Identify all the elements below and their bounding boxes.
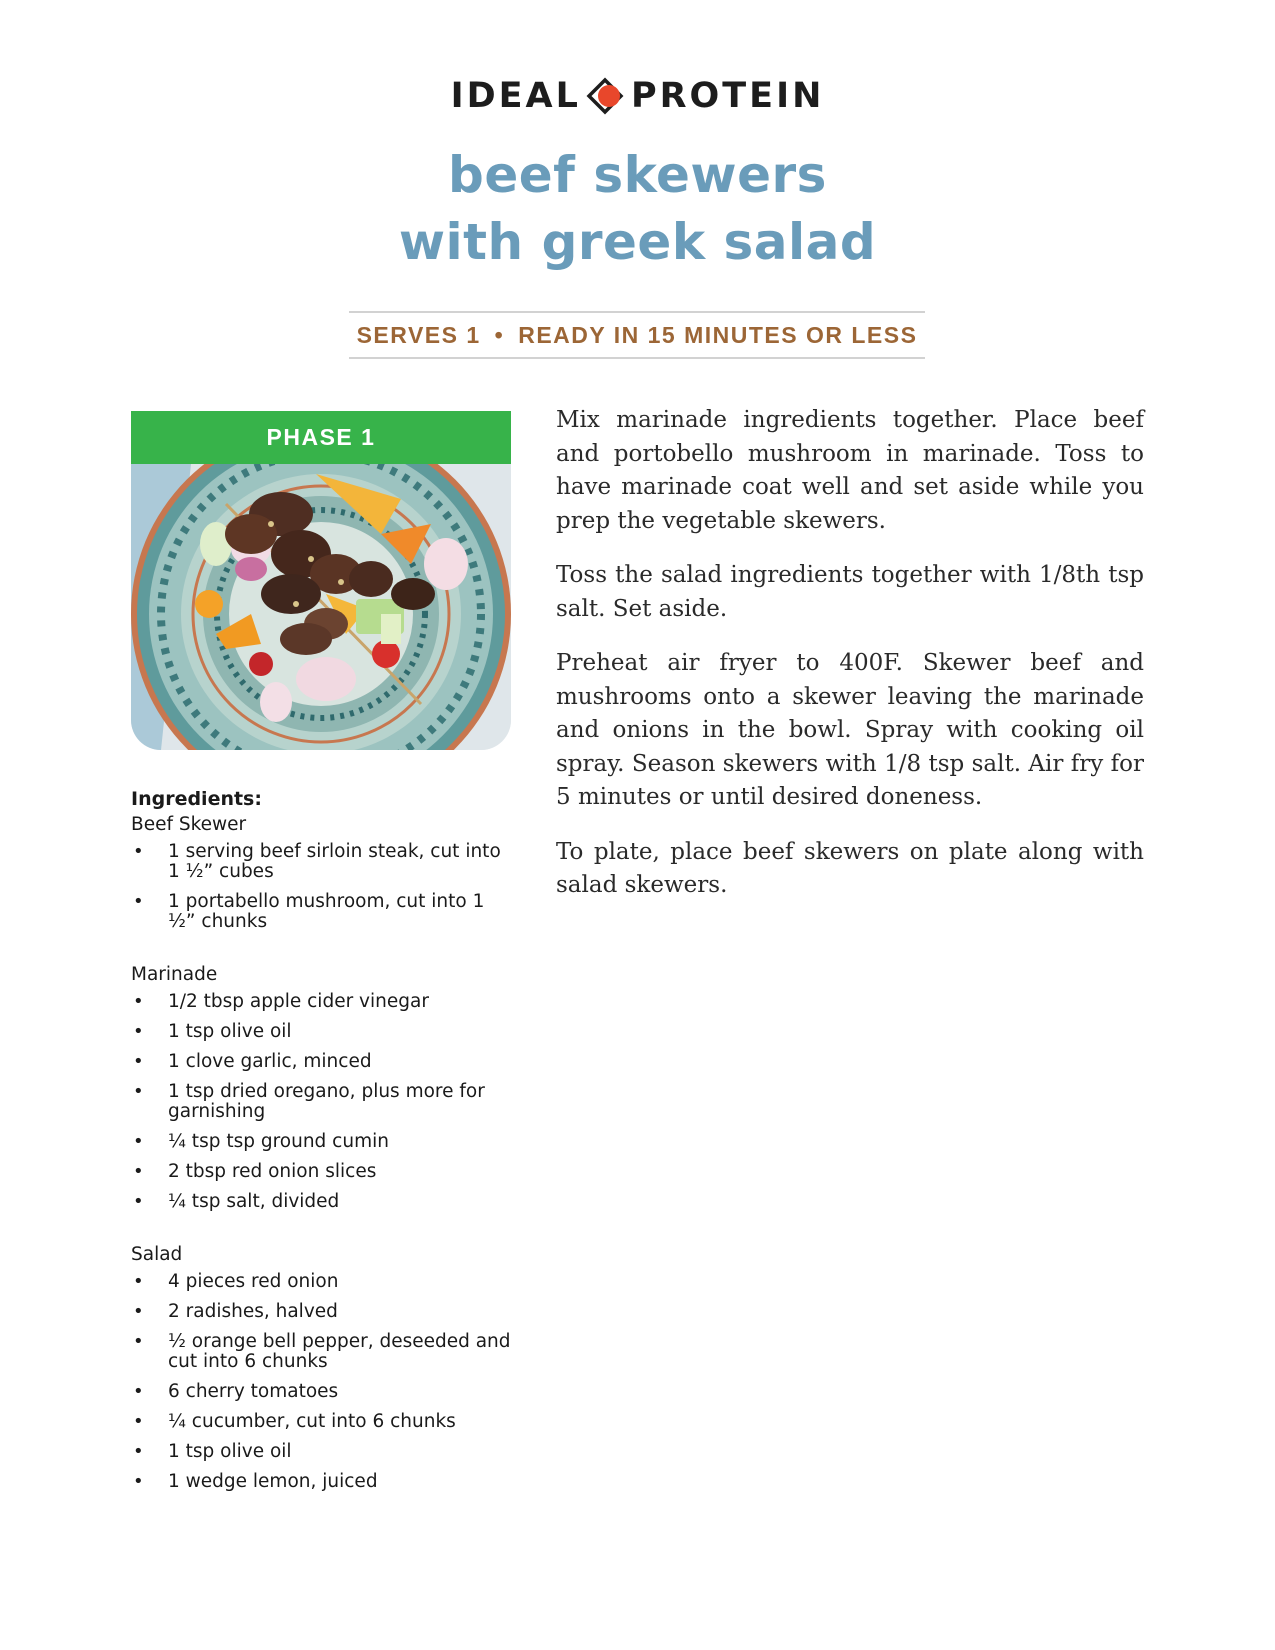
- ingredient-group-title: Marinade: [131, 964, 218, 985]
- ingredient-list-salad: [131, 1272, 511, 1492]
- ingredient-item: • 6 cherry tomatoes: [131, 1382, 511, 1402]
- recipe-title: [0, 142, 1275, 276]
- ingredient-item: • 1 wedge lemon, juiced: [131, 1472, 511, 1492]
- ingredient-list-beef-skewer: [131, 842, 511, 932]
- recipe-photo: [131, 464, 511, 750]
- ingredient-group-title: Salad: [131, 1244, 183, 1265]
- brand-left-word: IDEAL: [450, 76, 581, 116]
- ingredient-item: • ¼ cucumber, cut into 6 chunks: [131, 1412, 511, 1432]
- ingredient-item: • 4 pieces red onion: [131, 1272, 511, 1292]
- ingredient-item: • 1 portabello mushroom, cut into 1 ½” chunks: [131, 892, 511, 932]
- ingredient-item: • 1 tsp olive oil: [131, 1022, 511, 1042]
- ingredient-item: • 2 tbsp red onion slices: [131, 1162, 511, 1182]
- brand-right-word: PROTEIN: [630, 76, 825, 116]
- ingredient-item: • 1 serving beef sirloin steak, cut into 1 ½” cubes: [131, 842, 511, 882]
- ingredient-item: • 1 tsp olive oil: [131, 1442, 511, 1462]
- ingredient-item: • 1 clove garlic, minced: [131, 1052, 511, 1072]
- phase-badge: PHASE 1: [131, 411, 511, 464]
- instruction-step: Preheat air fryer to 400F. Skewer beef and mushrooms onto a skewer leaving the marinade and onions in the bowl. Spray with cooking oil spray. Season skewers with 1/8 tsp salt. Air fry for 5 minutes or until desired doneness.: [556, 650, 1144, 810]
- recipe-title-line-2: with greek salad: [398, 213, 877, 271]
- instruction-step: Mix marinade ingredients together. Place beef and portobello mushroom in marinade. Toss to have marinade coat well and set aside while you prep the vegetable skewers.: [556, 407, 1144, 534]
- ingredient-item: • 1/2 tbsp apple cider vinegar: [131, 992, 511, 1012]
- instructions-section: [556, 404, 1144, 924]
- recipe-title-line-1: beef skewers: [448, 146, 827, 204]
- instruction-step: To plate, place beef skewers on plate along with salad skewers.: [556, 838, 1144, 898]
- ingredient-item: • ¼ tsp salt, divided: [131, 1192, 511, 1212]
- brand-logo: [0, 76, 1275, 116]
- ingredient-item: • ½ orange bell pepper, deseeded and cut into 6 chunks: [131, 1332, 511, 1372]
- instruction-step: Toss the salad ingredients together with 1/8th tsp salt. Set aside.: [556, 562, 1144, 622]
- ingredient-item: • 1 tsp dried oregano, plus more for garnishing: [131, 1082, 511, 1122]
- ingredient-list-marinade: [131, 992, 511, 1212]
- ingredients-heading: Ingredients:: [131, 788, 262, 810]
- ingredients-section: [131, 786, 511, 1502]
- meta-separator: •: [494, 321, 505, 348]
- food-photo-icon: [131, 464, 511, 750]
- ingredient-item: • 2 radishes, halved: [131, 1302, 511, 1322]
- serves-label: SERVES 1: [356, 321, 481, 348]
- ingredient-group-title: Beef Skewer: [131, 814, 247, 835]
- ready-time-label: READY IN 15 MINUTES OR LESS: [518, 321, 918, 348]
- brand-logo-icon: [585, 76, 629, 116]
- ingredient-item: • ¼ tsp tsp ground cumin: [131, 1132, 511, 1152]
- recipe-meta-bar: [349, 311, 925, 359]
